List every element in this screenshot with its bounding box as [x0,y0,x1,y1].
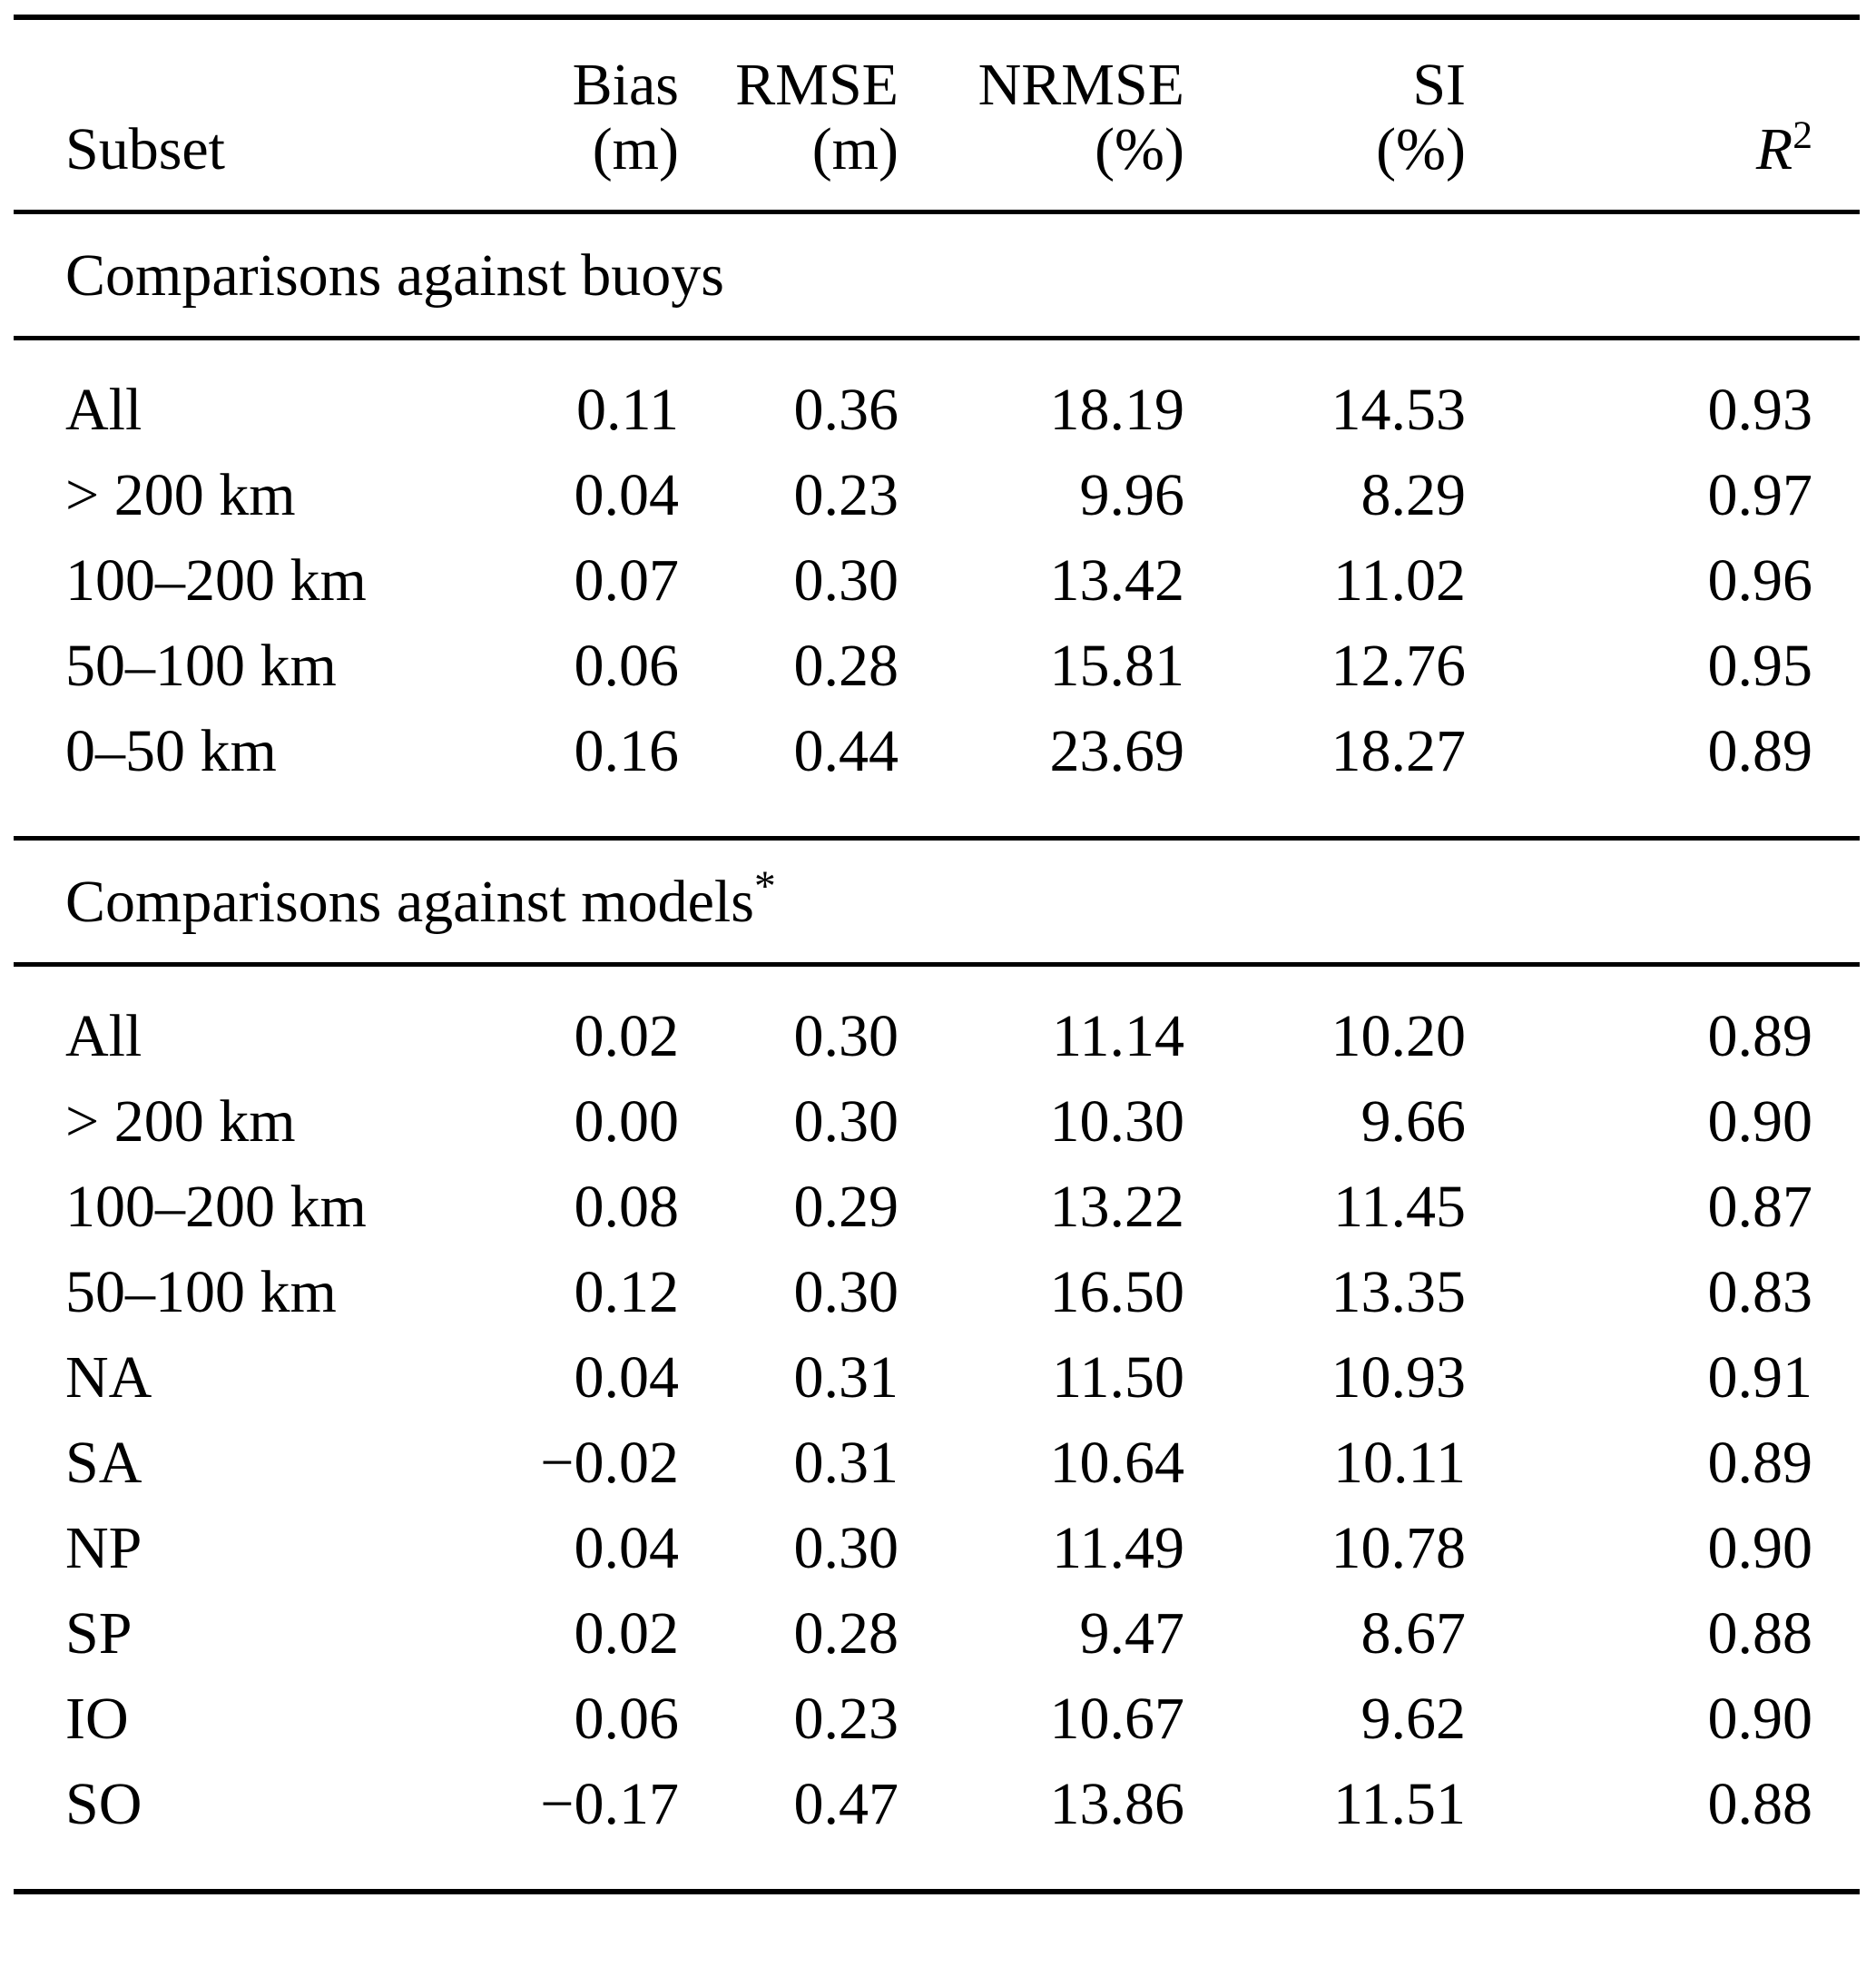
cell-rmse: 0.30 [793,1002,899,1069]
cell-r2: 0.90 [1707,1087,1812,1155]
cell-bias: 0.12 [574,1258,679,1325]
row-label-subset: 50–100 km [65,1258,337,1325]
cell-rmse: 0.30 [793,1087,899,1155]
cell-rmse: 0.30 [793,1258,899,1325]
table-row [14,709,1860,794]
cell-r2: 0.93 [1707,376,1812,443]
cell-rmse: 0.23 [793,461,899,528]
row-label-subset: > 200 km [65,461,296,528]
cell-bias: 0.02 [574,1002,679,1069]
cell-r2: 0.89 [1707,1002,1812,1069]
cell-nrmse: 18.19 [1049,376,1184,443]
cell-nrmse: 10.67 [1049,1685,1184,1752]
cell-r2: 0.90 [1707,1685,1812,1752]
table-row [14,1335,1860,1421]
table-row [14,1165,1860,1250]
validation-statistics-table [14,15,1860,1894]
cell-nrmse: 11.49 [1051,1514,1184,1581]
cell-rmse: 0.31 [793,1343,899,1411]
section-title-text: Comparisons against buoys [65,241,724,309]
cell-si: 8.67 [1360,1599,1466,1667]
cell-nrmse: 10.64 [1049,1429,1184,1496]
cell-bias: 0.00 [574,1087,679,1155]
table-row [14,1762,1860,1847]
table-rule-bottom [14,1892,1860,1894]
column-header-nrmse-line2: (%) [1095,116,1184,183]
cell-si: 10.11 [1332,1429,1466,1496]
cell-r2: 0.87 [1707,1173,1812,1240]
column-header-si-line1: SI [1412,52,1466,118]
row-label-subset: 50–100 km [65,632,337,699]
cell-si: 18.27 [1331,717,1466,784]
row-label-subset: NA [65,1343,152,1411]
row-label-subset: NP [65,1514,142,1581]
cell-rmse: 0.30 [793,1514,899,1581]
cell-nrmse: 13.22 [1049,1173,1184,1240]
column-header-subset [14,53,475,182]
cell-rmse: 0.47 [793,1770,899,1837]
row-label-subset: All [65,376,142,443]
table-row [14,368,1860,453]
row-label-subset: 100–200 km [65,1173,367,1240]
cell-nrmse: 11.50 [1051,1343,1184,1411]
cell-si: 10.78 [1331,1514,1466,1581]
cell-bias: 0.04 [574,461,679,528]
table-row [14,1591,1860,1677]
cell-rmse: 0.31 [793,1429,899,1496]
column-header-bias [475,53,713,182]
section-title-0 [14,214,1860,339]
cell-r2: 0.91 [1707,1343,1812,1411]
cell-bias: 0.08 [574,1173,679,1240]
cell-bias: 0.04 [574,1343,679,1411]
cell-bias: 0.07 [574,546,679,614]
row-label-subset: > 200 km [65,1087,296,1155]
table-row [14,1677,1860,1762]
cell-nrmse: 15.81 [1049,632,1184,699]
cell-rmse: 0.28 [793,632,899,699]
table-row [14,1250,1860,1335]
row-label-subset: IO [65,1685,129,1752]
table-row [14,1079,1860,1165]
cell-rmse: 0.36 [793,376,899,443]
column-header-si-line2: (%) [1376,116,1466,183]
cell-r2: 0.90 [1707,1514,1812,1581]
cell-nrmse: 16.50 [1049,1258,1184,1325]
cell-nrmse: 9.47 [1079,1599,1184,1667]
column-header-bias-line2: (m) [592,116,679,183]
row-label-subset: All [65,1002,142,1069]
row-label-subset: SA [65,1429,142,1496]
cell-bias: 0.06 [574,1685,679,1752]
cell-bias: 0.16 [574,717,679,784]
cell-si: 11.02 [1332,546,1466,614]
cell-bias: 0.06 [574,632,679,699]
section-title-text: Comparisons against models [65,868,754,935]
section-title-1 [14,841,1860,965]
column-header-rmse-line1: RMSE [735,52,899,118]
cell-si: 11.45 [1332,1173,1466,1240]
cell-r2: 0.97 [1707,461,1812,528]
table-row [14,538,1860,624]
row-label-subset: 100–200 km [65,546,367,614]
section-title-row [14,214,1860,339]
table-row [14,1506,1860,1591]
cell-bias: −0.17 [540,1770,679,1837]
cell-si: 10.93 [1331,1343,1466,1411]
cell-bias: 0.11 [575,376,679,443]
cell-bias: −0.02 [540,1429,679,1496]
cell-nrmse: 23.69 [1049,717,1184,784]
statistics-table-container [0,15,1876,1967]
cell-r2: 0.96 [1707,546,1812,614]
table-header-row [14,53,1860,182]
row-label-subset: SP [65,1599,133,1667]
cell-si: 9.62 [1360,1685,1466,1752]
cell-bias: 0.02 [574,1599,679,1667]
cell-nrmse: 10.30 [1049,1087,1184,1155]
cell-r2: 0.89 [1707,1429,1812,1496]
cell-r2: 0.88 [1707,1770,1812,1837]
cell-rmse: 0.28 [793,1599,899,1667]
cell-si: 14.53 [1331,376,1466,443]
cell-rmse: 0.29 [793,1173,899,1240]
column-header-bias-line1: Bias [572,52,679,118]
section-title-footnote-marker: * [753,862,776,910]
cell-nrmse: 9.96 [1079,461,1184,528]
cell-r2: 0.89 [1707,717,1812,784]
cell-rmse: 0.23 [793,1685,899,1752]
column-header-rmse [713,53,933,182]
cell-r2: 0.83 [1707,1258,1812,1325]
table-row [14,1421,1860,1506]
table-row [14,624,1860,709]
column-header-subset-line2: Subset [65,116,226,183]
cell-si: 12.76 [1331,632,1466,699]
row-label-subset: SO [65,1770,142,1837]
cell-si: 11.51 [1332,1770,1466,1837]
column-header-rmse-line2: (m) [811,116,899,183]
cell-r2: 0.88 [1707,1599,1812,1667]
cell-nrmse: 11.14 [1051,1002,1184,1069]
column-header-nrmse [933,53,1219,182]
cell-si: 8.29 [1360,461,1466,528]
cell-nrmse: 13.86 [1049,1770,1184,1837]
column-header-nrmse-line1: NRMSE [977,52,1184,118]
row-label-subset: 0–50 km [65,717,277,784]
column-header-r2-line2 [1500,113,1812,183]
cell-bias: 0.04 [574,1514,679,1581]
column-header-r2 [1500,53,1860,182]
table-row [14,994,1860,1079]
section-title-row [14,841,1860,965]
cell-rmse: 0.30 [793,546,899,614]
cell-r2: 0.95 [1707,632,1812,699]
cell-si: 10.20 [1331,1002,1466,1069]
r-squared-symbol: $R^2$ [1755,113,1812,183]
cell-nrmse: 13.42 [1049,546,1184,614]
cell-si: 9.66 [1360,1087,1466,1155]
table-row [14,453,1860,538]
cell-rmse: 0.44 [793,717,899,784]
column-header-si [1219,53,1500,182]
cell-si: 13.35 [1331,1258,1466,1325]
